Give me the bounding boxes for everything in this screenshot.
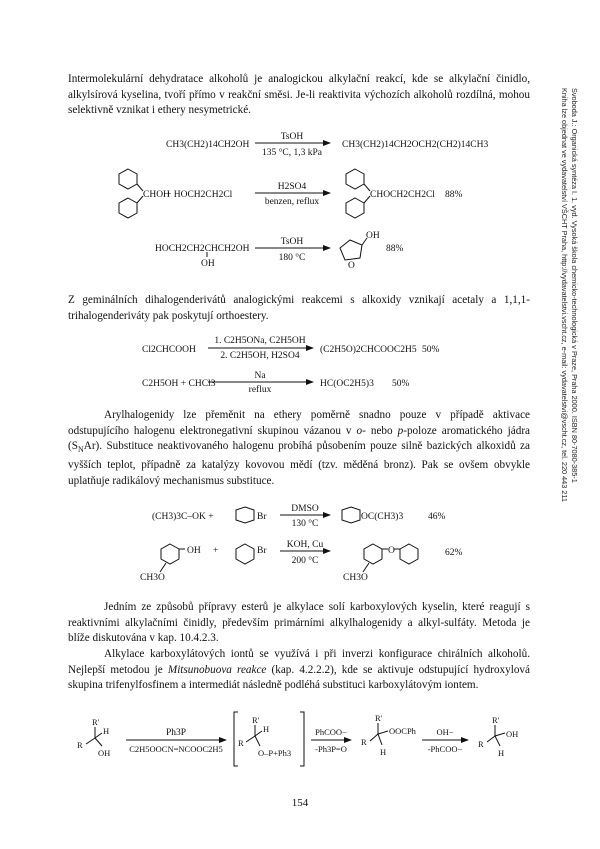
mitsunobu-alcohol xyxy=(86,727,102,746)
bromobenzene-ring-r7 xyxy=(236,544,254,564)
m-reagent3: OH− xyxy=(436,727,454,737)
r5-conditions: reflux xyxy=(248,385,272,395)
diaryl-ether-ring-a xyxy=(364,544,382,564)
r6-product: OC(CH3)3 xyxy=(361,512,404,522)
m-h1: H xyxy=(103,726,110,736)
r2-reactant-a: CHOH xyxy=(143,190,170,200)
p3-ortho: o- xyxy=(356,424,366,437)
bromobenzene-ring-r6 xyxy=(236,507,254,523)
r4-step2: 2. C2H5OH, H2SO4 xyxy=(220,351,300,361)
r5-yield: 50% xyxy=(392,379,410,389)
r5-reagent: Na xyxy=(254,371,266,381)
m-reagent1: Ph3P xyxy=(165,728,187,738)
p3-para: p xyxy=(397,424,404,437)
r2-yield: 88% xyxy=(445,190,463,200)
mitsunobu-ester xyxy=(370,723,388,745)
r4-reactant: Cl2CHCOOH xyxy=(142,345,196,355)
r7-conditions: 200 °C xyxy=(291,556,319,566)
r3-yield: 88% xyxy=(386,244,404,254)
diaryl-ether-ring-b xyxy=(400,544,418,564)
p3-sub: N xyxy=(77,445,84,455)
m-h4: H xyxy=(498,748,505,758)
methoxyphenol-ring xyxy=(161,544,179,564)
paragraph-dehydration: Intermolekulární dehydratace alkoholů je analogickou alkylační reakcí, kde se alkylační činidlo, alkylsírová kyselina, tvoří přímo v reakční směsi. Je-li reaktivita výchozích alkoholů rozdílná, mohou selektivně vznikat i ethery nesymetrické. xyxy=(68,73,530,117)
r5-reactants: C2H5OH + CHCl3 xyxy=(142,379,216,389)
r7-yield: 62% xyxy=(445,548,463,558)
r3-conditions: 180 °C xyxy=(278,253,306,263)
r7-ether-o: O xyxy=(388,546,395,556)
m-conditions3: -PhCOO− xyxy=(427,744,463,754)
diphenylmethanol-structure xyxy=(119,169,143,218)
p5-mitsunobu-term: Mitsunobuova reakce xyxy=(167,663,267,676)
r1-reactant: CH3(CH2)14CH2OH xyxy=(166,140,250,150)
r1-reagent: TsOH xyxy=(280,132,304,142)
r6-reactant: (CH3)3C–OK + xyxy=(152,512,214,522)
r3-reagent: TsOH xyxy=(280,237,304,247)
paragraph-esters: Jedním ze způsobů přípravy esterů je alkylace solí karboxylových kyselin, které reagují s reaktivními alkylačními činidly, především primárními alkylhalogenidy a alkyl-sulfáty. Metoda je blíže diskutována v kap. 10.4.2.3. xyxy=(68,601,530,645)
m-ester: OOCPh xyxy=(389,726,416,736)
r6-conditions: 130 °C xyxy=(291,519,319,529)
paragraph-geminal: Z geminálních dihalogenderivátů analogickými reakcemi s alkoxidy vznikají acetaly a 1,1,1-trihalogenderiváty pak poskytují orthoestery. xyxy=(68,294,530,322)
product-ring-r6 xyxy=(342,507,360,523)
p3-text-c: -poloze aromatického jádra (S xyxy=(68,424,531,453)
r1-product: CH3(CH2)14CH2OCH2(CH2)14CH3 xyxy=(342,140,489,150)
m-r4-prime: R' xyxy=(492,715,500,725)
r7-reagent: KOH, Cu xyxy=(286,540,324,550)
p3-text-a: Arylhalogenidy lze přeměnit na ethery poměrně snadno pouze v případě aktivace odstupujícího halogenu elektronegativní skupinou vázanou v xyxy=(68,409,530,437)
r3-reactant-oh: OH xyxy=(201,259,215,269)
m-h2: H xyxy=(263,724,270,734)
m-r3-prime: R' xyxy=(375,713,383,723)
m-r2-prime: R' xyxy=(252,715,260,725)
m-conditions1: C2H5OOCN=NCOOC2H5 xyxy=(129,744,223,754)
p3-text-d: Ar). Substituce neaktivovaného halogenu probíhá působením pouze silně bazických alkoxidů za vyšších teplot, případně za katalýzy kovovou mědí (tzv. měděná bronz). Pak se ovšem obvykle uplatňuje radikálový mechanismus substituce. xyxy=(68,440,530,487)
copyright-note-line2: Kniha lze objednat ve vydavatelství VŠCHT Praha, http://vydavatelstvi.vscht.cz, e-mail: vydavatelstvi@vscht.cz, tel. 220 443 211 xyxy=(560,88,569,502)
r5-product: HC(OC2H5)3 xyxy=(320,379,374,389)
page-number: 154 xyxy=(291,797,309,809)
r3-reactant: HOCH2CH2CHCH2OH xyxy=(155,244,250,254)
m-r1-prime: R' xyxy=(92,717,100,727)
r7-product-methoxy: CH3O xyxy=(343,573,368,583)
p5-text-b: (kap. 4.2.2.2), kde se aktivuje odstupující hydroxylová skupina trifenylfosfinem a intermediát následně podléhá substituci karboxylátovým iontem. xyxy=(68,663,530,692)
r3-product-oh: OH xyxy=(366,231,380,241)
r2-reagent: H2SO4 xyxy=(277,182,307,192)
m-r3: R xyxy=(361,737,367,747)
m-h3: H xyxy=(380,747,387,757)
r4-step1: 1. C2H5ONa, C2H5OH xyxy=(214,336,306,346)
p5-text-a: Alkylace karboxylátových iontů se využívá i při inverzi konfigurace chirálních alkoholů. Nejlepší metodou je xyxy=(68,648,530,676)
r6-bromo: Br xyxy=(257,512,267,522)
r1-conditions: 135 °C, 1,3 kPa xyxy=(261,148,323,158)
m-r1: R xyxy=(77,740,83,750)
r6-reagent: DMSO xyxy=(291,504,319,514)
p3-text-b: nebo xyxy=(365,424,398,437)
r7-bromo: Br xyxy=(257,546,267,556)
r4-product: (C2H5O)2CHCOOC2H5 xyxy=(320,345,417,355)
r7-methoxy: CH3O xyxy=(140,573,165,583)
r6-yield: 46% xyxy=(428,512,446,522)
r7-oh: OH xyxy=(187,546,201,556)
r7-plus: + xyxy=(213,546,219,556)
m-oh1: OH xyxy=(98,748,111,758)
r2-conditions: benzen, reflux xyxy=(264,197,320,207)
r2-product: CHOCH2CH2Cl xyxy=(370,190,435,200)
r4-yield: 50% xyxy=(422,345,440,355)
m-oh4: OH xyxy=(506,729,519,739)
diphenylmethyl-ether-structure xyxy=(346,169,370,218)
m-op: O–P+Ph3 xyxy=(258,748,292,758)
r2-reactant-b: + HOCH2CH2Cl xyxy=(166,190,233,200)
tetrahydrofuranol-ring xyxy=(340,238,367,260)
m-reagent2: PhCOO− xyxy=(315,727,347,737)
mitsunobu-product xyxy=(487,725,505,746)
m-r2: R xyxy=(238,738,244,748)
m-r4: R xyxy=(478,739,484,749)
r3-product-o: O xyxy=(348,261,355,271)
copyright-note-line1: Svoboda J.: Organická syntéza I. 1. vyd. Vysoká škola chemicko-technologická v Praze, Praha 2000. ISBN 80-7080-385-1 xyxy=(570,88,579,483)
m-conditions2: -Ph3P=O xyxy=(315,744,347,754)
